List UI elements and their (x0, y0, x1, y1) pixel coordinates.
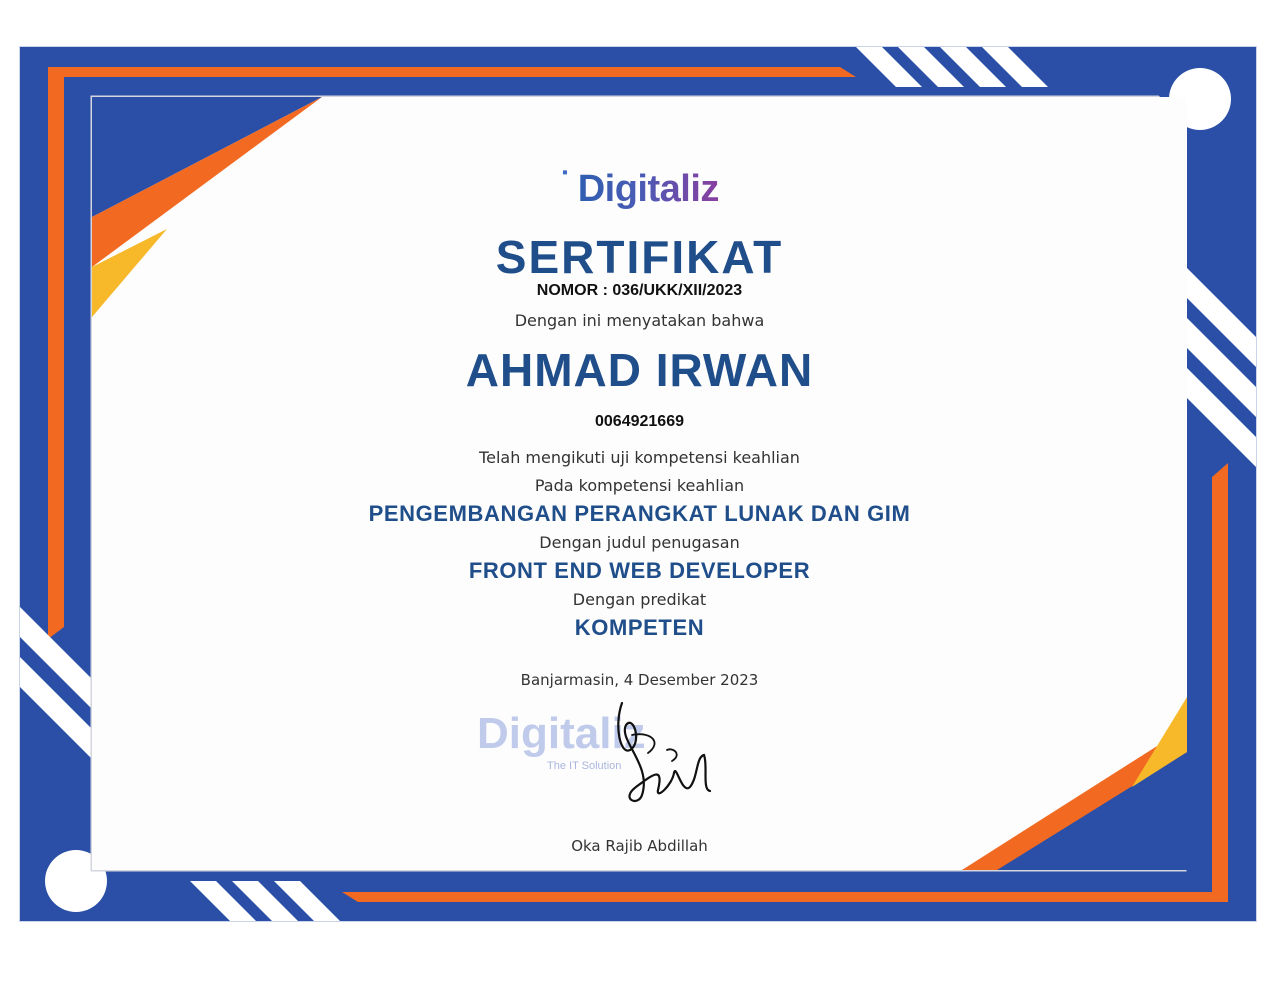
body-line-2: Pada kompetensi keahlian (534, 476, 745, 495)
body-line-4: Dengan predikat (572, 590, 707, 609)
certificate-body (92, 97, 1187, 870)
recipient-name: AHMAD IRWAN (465, 344, 814, 396)
certificate (20, 47, 1256, 921)
certificate-title: SERTIFIKAT (495, 231, 784, 283)
signer-name: Oka Rajib Abdillah (571, 837, 708, 855)
intro-text: Dengan ini menyatakan bahwa (514, 311, 765, 330)
brand-logo: ⠁Digitaliz (560, 168, 719, 210)
body-line-3: Dengan judul penugasan (539, 533, 740, 552)
recipient-id: 0064921669 (595, 413, 684, 430)
assignment-title: FRONT END WEB DEVELOPER (468, 558, 811, 583)
body-line-1: Telah mengikuti uji kompetensi keahlian (479, 448, 800, 467)
signature-stroke-2 (632, 734, 677, 761)
place-date: Banjarmasin, 4 Desember 2023 (520, 671, 759, 689)
signature-scribble (612, 695, 722, 810)
signature-stroke-1 (618, 703, 710, 801)
stamp-logo: Digitaliz (477, 709, 646, 758)
competency-name: PENGEMBANGAN PERANGKAT LUNAK DAN GIM (368, 501, 911, 526)
stamp-tagline: The IT Solution (547, 760, 622, 772)
predicate: KOMPETEN (574, 615, 705, 640)
logo-dots-icon: ⠁ (560, 168, 576, 193)
certificate-number: NOMOR : 036/UKK/XII/2023 (536, 282, 743, 299)
